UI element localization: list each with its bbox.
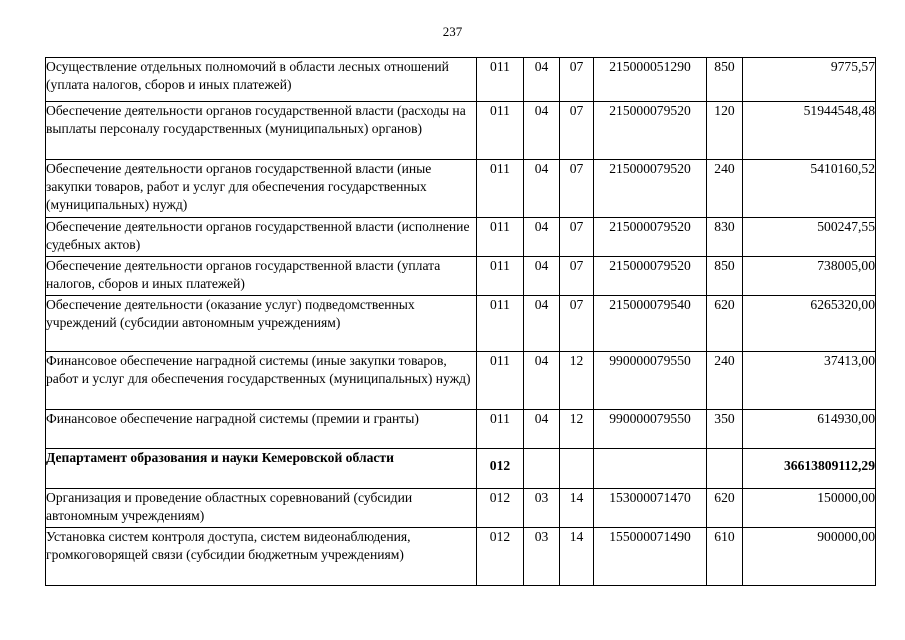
cell-target-article: 153000071470 [594, 489, 707, 528]
cell-subsection-code: 14 [560, 528, 594, 586]
cell-expense-type: 620 [707, 489, 743, 528]
cell-amount: 5410160,52 [743, 160, 876, 218]
cell-amount: 51944548,48 [743, 102, 876, 160]
cell-section-code [524, 449, 560, 489]
cell-target-article: 215000079540 [594, 296, 707, 352]
table-row [46, 160, 876, 218]
cell-target-article: 215000051290 [594, 58, 707, 102]
cell-subsection-code: 07 [560, 58, 594, 102]
cell-expense-type: 830 [707, 218, 743, 257]
cell-ministry-code: 012 [477, 528, 524, 586]
cell-subsection-code: 07 [560, 218, 594, 257]
cell-subsection-code: 07 [560, 257, 594, 296]
cell-ministry-code: 011 [477, 410, 524, 449]
cell-section-code: 04 [524, 296, 560, 352]
table-row [46, 489, 876, 528]
cell-description: Департамент образования и науки Кемеровской области [46, 449, 477, 489]
table-row [46, 257, 876, 296]
cell-ministry-code: 011 [477, 296, 524, 352]
cell-expense-type [707, 449, 743, 489]
cell-section-code: 04 [524, 102, 560, 160]
cell-ministry-code: 012 [477, 489, 524, 528]
cell-target-article: 990000079550 [594, 410, 707, 449]
table-row [46, 449, 876, 489]
cell-amount: 36613809112,29 [743, 449, 876, 489]
cell-section-code: 04 [524, 58, 560, 102]
cell-target-article: 990000079550 [594, 352, 707, 410]
cell-target-article: 215000079520 [594, 102, 707, 160]
table-row [46, 528, 876, 586]
cell-amount: 738005,00 [743, 257, 876, 296]
cell-subsection-code: 14 [560, 489, 594, 528]
cell-description: Финансовое обеспечение наградной системы (премии и гранты) [46, 410, 477, 449]
cell-ministry-code: 011 [477, 160, 524, 218]
cell-ministry-code: 011 [477, 352, 524, 410]
cell-amount: 150000,00 [743, 489, 876, 528]
cell-ministry-code: 011 [477, 58, 524, 102]
cell-subsection-code: 12 [560, 410, 594, 449]
cell-amount: 37413,00 [743, 352, 876, 410]
cell-description: Обеспечение деятельности органов государственной власти (иные закупки товаров, работ и услуг для обеспечения государственных (муниципальных) нужд) [46, 160, 477, 218]
cell-subsection-code: 07 [560, 296, 594, 352]
cell-section-code: 04 [524, 160, 560, 218]
cell-section-code: 04 [524, 257, 560, 296]
cell-subsection-code: 07 [560, 160, 594, 218]
cell-target-article: 215000079520 [594, 218, 707, 257]
cell-description: Осуществление отдельных полномочий в области лесных отношений (уплата налогов, сборов и иных платежей) [46, 58, 477, 102]
table-row [46, 102, 876, 160]
cell-description: Обеспечение деятельности органов государственной власти (уплата налогов, сборов и иных платежей) [46, 257, 477, 296]
cell-subsection-code: 12 [560, 352, 594, 410]
cell-section-code: 04 [524, 410, 560, 449]
table-row [46, 218, 876, 257]
cell-ministry-code: 011 [477, 218, 524, 257]
cell-description: Организация и проведение областных соревнований (субсидии автономным учреждениям) [46, 489, 477, 528]
cell-ministry-code: 011 [477, 102, 524, 160]
cell-description: Финансовое обеспечение наградной системы (иные закупки товаров, работ и услуг для обеспечения государственных (муниципальных) нужд) [46, 352, 477, 410]
cell-ministry-code: 012 [477, 449, 524, 489]
table-row [46, 352, 876, 410]
cell-target-article: 215000079520 [594, 257, 707, 296]
cell-target-article: 215000079520 [594, 160, 707, 218]
cell-target-article [594, 449, 707, 489]
cell-expense-type: 240 [707, 160, 743, 218]
cell-amount: 614930,00 [743, 410, 876, 449]
table-row [46, 296, 876, 352]
budget-table [45, 57, 876, 586]
cell-section-code: 04 [524, 352, 560, 410]
cell-subsection-code: 07 [560, 102, 594, 160]
cell-amount: 9775,57 [743, 58, 876, 102]
cell-description: Обеспечение деятельности (оказание услуг) подведомственных учреждений (субсидии автономным учреждениям) [46, 296, 477, 352]
cell-expense-type: 350 [707, 410, 743, 449]
cell-section-code: 03 [524, 489, 560, 528]
cell-description: Установка систем контроля доступа, систем видеонаблюдения, громкоговорящей связи (субсидии бюджетным учреждениям) [46, 528, 477, 586]
cell-expense-type: 610 [707, 528, 743, 586]
cell-expense-type: 620 [707, 296, 743, 352]
cell-expense-type: 850 [707, 257, 743, 296]
cell-expense-type: 120 [707, 102, 743, 160]
cell-description: Обеспечение деятельности органов государственной власти (исполнение судебных актов) [46, 218, 477, 257]
cell-amount: 6265320,00 [743, 296, 876, 352]
cell-expense-type: 240 [707, 352, 743, 410]
page-number: 237 [442, 24, 463, 39]
cell-description: Обеспечение деятельности органов государственной власти (расходы на выплаты персоналу государственных (муниципальных) органов) [46, 102, 477, 160]
cell-amount: 900000,00 [743, 528, 876, 586]
cell-subsection-code [560, 449, 594, 489]
cell-ministry-code: 011 [477, 257, 524, 296]
cell-section-code: 03 [524, 528, 560, 586]
table-row [46, 410, 876, 449]
cell-expense-type: 850 [707, 58, 743, 102]
cell-target-article: 155000071490 [594, 528, 707, 586]
cell-section-code: 04 [524, 218, 560, 257]
table-row [46, 58, 876, 102]
cell-amount: 500247,55 [743, 218, 876, 257]
